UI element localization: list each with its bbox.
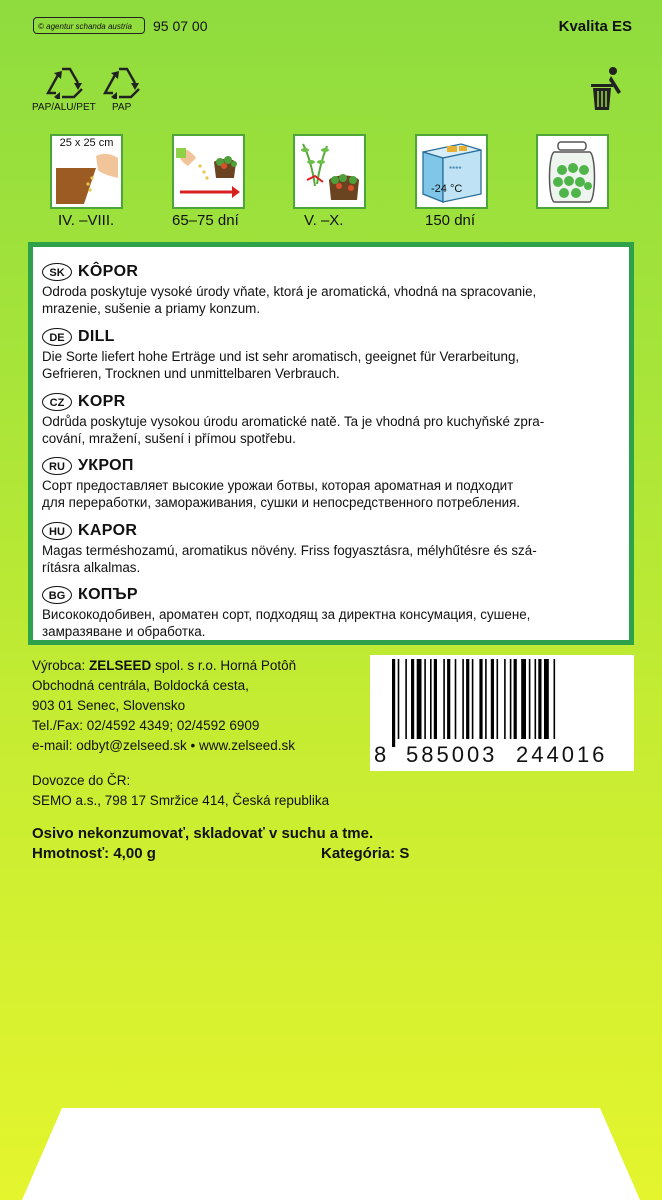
recycle-icon: [44, 63, 88, 99]
package-bottom-tab: [0, 1108, 662, 1200]
producer-label: Výrobca:: [32, 658, 86, 673]
barcode-left-digits: 585003: [406, 742, 498, 767]
barcode-first-digit: 8: [374, 742, 387, 767]
language-badge: RU: [42, 457, 72, 475]
importer-label: Dovozce do ČR:: [32, 773, 131, 788]
producer-line: Obchodná centrála, Boldocká cesta,: [32, 678, 249, 693]
agency-logo: [33, 17, 145, 34]
section-text: Odrůda poskytuje vysokou úrodu aromatické natě. Ta je vhodná pro kuchyňské zpra- cování, mražení, sušení i přímou spotřebu.: [42, 414, 545, 446]
freezer-temperature: -24 °C: [431, 183, 463, 195]
section-text: Magas terméshozamú, aromatikus növény. Friss fogyasztásra, mélyhűtésre és szá- rításra alkalmas.: [42, 543, 537, 575]
storage-duration: 150 dní: [425, 212, 476, 229]
language-badge: HU: [42, 522, 72, 540]
product-code: 95 07 00: [153, 18, 208, 34]
barcode: [370, 655, 634, 771]
barcode-right-digits: 244016: [516, 742, 608, 767]
section-text: Висококодобивен, ароматен сорт, подходящ за директна консумация, сушене, замразяване и обработка.: [42, 607, 531, 639]
spacing-caption: 25 x 25 cm: [59, 137, 114, 149]
weight-note: Hmotnosť: 4,00 g: [32, 845, 156, 862]
section-hu: [42, 520, 620, 576]
harvest-period: V. –X.: [304, 212, 344, 229]
producer-info: [32, 656, 296, 756]
producer-address: spol. s r.o. Horná Potôň: [155, 658, 297, 673]
category-note: Kategória: S: [321, 845, 410, 862]
language-badge: BG: [42, 586, 72, 604]
section-text: Die Sorte liefert hohe Erträge und ist sehr aromatisch, geeignet für Verarbeitung, Gefrieren, Trocknen und unmittelbaren Verbrauch.: [42, 349, 520, 381]
copyright-icon: ©: [38, 22, 44, 31]
section-de: [42, 326, 620, 382]
trash-bin-icon: [585, 66, 627, 112]
section-bg: [42, 584, 620, 640]
quality-label: Kvalita ES: [558, 18, 632, 35]
language-badge: CZ: [42, 393, 72, 411]
section-text: Сорт предоставляет высокие урожаи ботвы, которая ароматная и подходит для переработки, замораживания, сушки и непосредственного потребления.: [42, 478, 521, 510]
harvest-time-icon: [172, 134, 245, 209]
language-badge: DE: [42, 328, 72, 346]
sowing-icon: [50, 134, 123, 209]
recycle-icon: [101, 63, 145, 99]
agency-name: agentur schanda austria: [46, 22, 132, 31]
harvest-duration: 65–75 dní: [172, 212, 239, 229]
importer-info: [32, 771, 329, 811]
section-ru: [42, 455, 620, 511]
freezer-icon: [415, 134, 488, 209]
svg-text:****: ****: [449, 165, 462, 174]
producer-line: 903 01 Senec, Slovensko: [32, 698, 186, 713]
section-sk: [42, 261, 620, 317]
section-title: КОПЪР: [78, 586, 138, 603]
description-panel: [28, 242, 634, 645]
producer-company: ZELSEED: [89, 658, 152, 673]
importer-address: SEMO a.s., 798 17 Smržice 414, Česká republika: [32, 793, 330, 808]
section-title: DILL: [78, 328, 115, 345]
producer-phone: Tel./Fax: 02/4592 4349; 02/4592 6909: [32, 718, 260, 733]
section-text: Odroda poskytuje vysoké úrody vňate, ktorá je aromatická, vhodná na spracovanie, mrazenie, sušenie a priamy konzum.: [42, 284, 537, 316]
recycle-label: PAP/ALU/PET: [32, 102, 96, 113]
jar-icon: [536, 134, 609, 209]
sowing-period: IV. –VIII.: [58, 212, 115, 229]
section-cz: [42, 391, 620, 447]
recycle-label: PAP: [112, 102, 132, 113]
section-title: KÔPOR: [78, 263, 139, 280]
language-badge: SK: [42, 263, 72, 281]
section-title: УКРОП: [78, 457, 134, 474]
harvest-basket-icon: [293, 134, 366, 209]
storage-note: Osivo nekonzumovať, skladovať v suchu a tme.: [32, 825, 374, 842]
section-title: KOPR: [78, 393, 126, 410]
section-title: KAPOR: [78, 522, 138, 539]
producer-contact: e-mail: odbyt@zelseed.sk • www.zelseed.sk: [32, 738, 296, 753]
